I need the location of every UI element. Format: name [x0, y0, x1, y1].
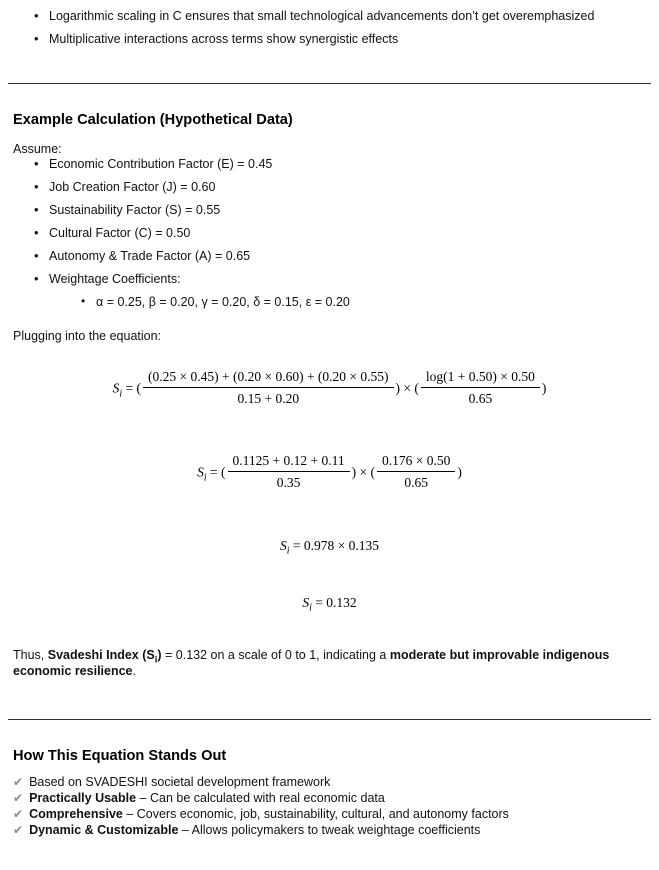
plugging-label: Plugging into the equation: [13, 329, 162, 343]
bullet-text: Multiplicative interactions across terms show synergistic effects [49, 32, 399, 46]
bullet-text: Weightage Coefficients: [49, 272, 181, 286]
bullet-text: Logarithmic scaling in C ensures that small technological advancements don’t get overemphasized [49, 9, 595, 23]
check-item [13, 806, 646, 822]
conclusion-paragraph [13, 647, 646, 679]
assumption-bullet-list [13, 157, 646, 310]
math-variable: S [197, 464, 204, 480]
bullet-text: Sustainability Factor (S) = 0.55 [49, 203, 221, 217]
math-variable: S [279, 538, 287, 553]
bullet-text: α = 0.25, β = 0.20, γ = 0.20, δ = 0.15, ε = 0.20 [96, 295, 350, 309]
list-item [26, 9, 646, 24]
math-variable: S [112, 380, 120, 396]
check-text-plain: – Covers economic, job, sustainability, cultural, and autonomy factors [122, 807, 509, 822]
fraction-numerator: (0.25 × 0.45) + (0.20 × 0.60) + (0.20 × 0.55) [143, 369, 394, 388]
conclusion-bold-text: ) [157, 648, 162, 663]
equation-line-2 [13, 455, 646, 492]
fraction-denominator: 0.35 [276, 475, 301, 490]
check-text [29, 775, 330, 789]
section-heading-stands-out: How This Equation Stands Out [13, 748, 227, 765]
weightage-sub-list [49, 295, 646, 310]
fraction [228, 453, 350, 490]
check-item [13, 790, 646, 806]
math-subscript: i [286, 545, 290, 557]
conclusion-bold-index [47, 648, 162, 666]
list-item [73, 295, 646, 310]
conclusion-text: = 0.132 on a scale of 0 to 1, indicating a [161, 648, 390, 663]
intro-bullet-list [13, 9, 646, 47]
check-text-bold: Dynamic & Customizable [29, 823, 179, 838]
bullet-text: Cultural Factor (C) = 0.50 [49, 226, 191, 240]
bullet-text: Autonomy & Trade Factor (A) = 0.65 [49, 249, 251, 263]
check-item [13, 774, 646, 790]
fraction-denominator: 0.65 [404, 475, 428, 490]
list-item [26, 272, 646, 310]
equation-line-3 [13, 538, 646, 557]
assume-label: Assume: [13, 142, 62, 156]
bullet-text: Economic Contribution Factor (E) = 0.45 [49, 157, 273, 171]
list-item [26, 249, 646, 264]
fraction-numerator: 0.176 × 0.50 [377, 453, 455, 472]
math-operator: = ( [122, 380, 141, 396]
math-variable: S [302, 595, 310, 611]
math-operator: ) [541, 380, 547, 396]
list-item [26, 32, 646, 47]
check-text-bold: Practically Usable [29, 791, 137, 806]
list-item [26, 180, 646, 195]
conclusion-text: . [132, 664, 136, 679]
conclusion-subscript: i [154, 654, 158, 666]
check-icon: ✔ [13, 823, 24, 838]
math-operator: ) × ( [351, 464, 375, 480]
check-icon: ✔ [13, 807, 24, 822]
check-text-plain: Based on SVADESHI societal development framework [29, 775, 331, 790]
math-operator: = ( [206, 464, 226, 480]
checklist [13, 774, 646, 838]
check-text [29, 823, 480, 837]
check-icon: ✔ [13, 775, 24, 790]
check-text [29, 807, 509, 821]
math-subscript: i [309, 602, 312, 614]
fraction-numerator: log(1 + 0.50) × 0.50 [421, 369, 540, 388]
math-expression: = 0.132 [311, 595, 357, 611]
conclusion-bold-text: Svadeshi Index (S [47, 648, 155, 663]
list-item [26, 226, 646, 241]
equation-line-1 [13, 371, 646, 408]
section-divider [8, 719, 651, 720]
conclusion-text: Thus, [13, 648, 48, 663]
section-heading-example-calculation: Example Calculation (Hypothetical Data) [13, 112, 293, 128]
fraction [143, 369, 394, 406]
math-operator: ) × ( [395, 380, 419, 396]
check-text-plain: – Can be calculated with real economic data [136, 791, 385, 806]
math-subscript: i [203, 472, 207, 484]
fraction-numerator: 0.1125 + 0.12 + 0.11 [228, 453, 350, 472]
math-subscript: i [119, 388, 123, 400]
check-text-bold: Comprehensive [29, 807, 123, 822]
fraction-denominator: 0.15 + 0.20 [237, 391, 300, 406]
list-item [26, 157, 646, 172]
fraction [421, 369, 540, 406]
check-icon: ✔ [13, 791, 24, 806]
list-item [26, 203, 646, 218]
check-item [13, 822, 646, 838]
fraction-denominator: 0.65 [468, 391, 493, 406]
check-text-plain: – Allows policymakers to tweak weightage coefficients [178, 823, 481, 838]
equation-line-4 [13, 595, 646, 614]
math-operator: ) [457, 464, 462, 480]
section-divider [8, 83, 651, 84]
math-expression: = 0.978 × 0.135 [289, 538, 379, 553]
bullet-text: Job Creation Factor (J) = 0.60 [49, 180, 216, 194]
conclusion-bold-verdict: moderate but improvable indigenous economic resilience [13, 648, 610, 679]
fraction [377, 453, 455, 490]
check-text [29, 791, 385, 805]
